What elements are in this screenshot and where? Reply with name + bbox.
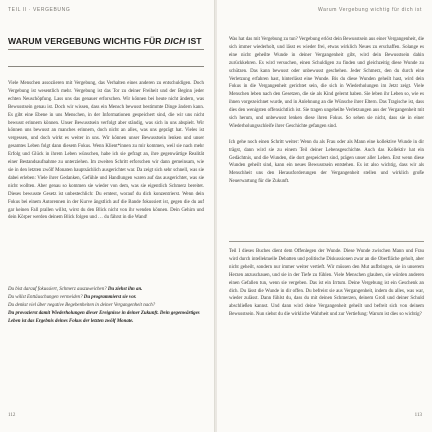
callout-line bbox=[8, 286, 204, 294]
title-rule-top bbox=[8, 49, 204, 50]
chapter-title-suffix: IST bbox=[185, 36, 202, 46]
paragraph: Was hat das mit Vergebung zu tun? Vergebung erlöst dein Bewusstsein aus einer Vergangenheit, die sich immer wiederholt, und lässt es wieder frei, etwas wirklich Neues zu erschaffen. Solange es eine nicht geheilte Wunde in deiner Vergangenheit gibt, wird dein Bewusstsein dahin zurückkehren. Es wird versuchen, einen Schuldigen zu finden und gleichzeitig diese Wunde zu schützen. Das kann bewusst oder unbewusst geschehen. Jeder Schmerz, den du durch eine Verletzung erfahren hast, hinterlässt eine Wunde. Bis du diese Wunden geheilt hast, wird dein Fokus in die Vergangenheit gerichtet sein, die sich in Wiederholungen im Jetzt zeigt. Viele Menschen leben nach den Gesetzen, die sie als Kind gelernt haben. Sie leben ihr Leben so, wie es ihnen vorgezeichnet wurde, und in Anlehnung an die Wünsche ihrer Eltern. Das Tragische ist, dass dies den wenigsten offensichtlich ist. Sie tragen ungeheilte Verletzungen aus der Vergangenheit mit sich herum, und unbewusst lenken diese ihren Fokus. So sehen sie nicht, dass sie in einer Wiederholungsschleife ihrer Geschichte gefangen sind. bbox=[229, 37, 424, 129]
page-number-left: 112 bbox=[8, 413, 16, 418]
right-body-text-top bbox=[229, 36, 424, 186]
title-rule-bottom bbox=[8, 66, 204, 67]
callout-line bbox=[8, 310, 204, 326]
paragraph: Teil I dieses Buches dient dem Offenlegen der Wunde. Diese Wunde zwischen Mann und Frau wird durch intellektuelle Debatten und politische Diskussionen zwar an die Oberfläche geholt, aber nicht geheilt, sondern nur immer weiter vertieft. Wir müssen den Mut aufbringen, sie in unserem Herzen anzuschauen, und sie in der Tiefe zu fühlen. Viele Menschen glauben, sie würden anderen einen Gefallen tun, wenn sie vergeben. Das ist ein Irrtum. Deine Vergebung ist ein Geschenk an dich. Du lässt die Wunde in dir offen. Du befreist sie aus Vergangenheit, indem du alles, was war, wieder zulässt. Dann fühlst du, dass du mit deinen Schmerzen, deinem Groll und deiner Schuld abschließen kannst. Und dann wird deine Vergangenheit geheilt und befreit sich von deinem Bewusstsein. Nun siehst du die wirkliche Wahrheit und zur Vertiefung: Warum ist dies so wichtig? bbox=[229, 249, 424, 318]
callout-answer: Du provozierst damit Wiederholungen dieser Ereignisse in deiner Zukunft. Dein gegenwärtiges Leben ist das Ergebnis deines Fokus der letzten zwölf Monate. bbox=[8, 310, 200, 324]
callout-line bbox=[8, 302, 204, 310]
right-body-text-bottom bbox=[229, 248, 424, 319]
callout-line bbox=[8, 294, 204, 302]
page-number-right: 113 bbox=[414, 413, 422, 418]
left-body-text bbox=[8, 80, 204, 222]
chapter-title-prefix: WARUM VERGEBUNG WICHTIG FÜR bbox=[8, 36, 165, 46]
right-page bbox=[217, 0, 432, 432]
left-page bbox=[0, 0, 215, 432]
callout-answer: Du ziehst ihn an. bbox=[107, 287, 143, 292]
callout-block bbox=[8, 286, 204, 326]
chapter-title-emphasis: DICH bbox=[164, 36, 186, 46]
paragraph: Viele Menschen assoziieren mit Vergebung, das Verhalten eines anderen zu entschuldigen. Doch Vergebung ist wesentlich mehr. Vergebung ist das Tor zu deiner Freiheit und der Beginn jeder echten Neuschöpfung. Lass uns das genauer erforschen. Wir können bei heute nicht ändern, was Bewusstsein genau ist. Doch wir wissen, dass ein Mensch bewusst bestimmte Dinge ändern kann. Es gibt eine Ebene in uns Menschen, in der Informationen gespeichert sind, die wir uns nicht bewusst erinnern können. Unser Bewusstsein verfolgt aber ständig, was sich in uns abspielt. Wir können uns bewusst an manches erinnern, doch nicht an alles, was uns geprägt hat. Vieles ist vergessen, und doch wirkt es weiter in uns. Wir können unser Bewusstsein lenken und unser gesamtes Leben folgt dann diesem Fokus. Wenn Klient*innen zu mir kommen, weil sie nach mehr Erfolg und Glück in ihrem Leben wünschen, habe ich sie gefragt an, ihre gegenwärtige Realität einer Bestandsaufnahme zu unterziehen. Im zweiten Schritt erforschen wir dann gemeinsam, wie sie in den letzten zwölf Monaten hauptsächlich ausgerichtet war. Da zeigt sich sehr schnell, was sie dabei erleben: Viele ihrer Gedanken, Gefühle und Handlungen waren auf das ausgerichtet, was sie nicht wollten. Aber genau so kommen sie wieder von dem, was sie eigentlich Schmerz bereitet. Dieses bewusste Gesetz ist unbestechlich: Du erntest, worauf du dich konzentrierst. Wenn dein Fokus bei einem Autorennen in der Kurve ängstlich auf die Bande fokussiert ist, gegen die du auf gar keinen Fall prallen willst, wirst du den Blick nicht von ihr wenden können. Dein Gehirn und dein Körper werden deinem Blick folgen und … du fährst in die Wand! bbox=[8, 81, 204, 221]
section-divider bbox=[229, 241, 424, 242]
paragraph: Ich gehe noch einen Schritt weiter: Wenn du als Frau oder als Mann eine kollektive Wunde in dir trägst, dann wird sie zu einem Teil deiner Lebensgeschichte. Auch das Kollektiv hat ein Gedächtnis, und die Wunden, die dort gespeichert sind, prägen unser aller Leben. Erst wenn diese Wunden geheilt sind, kann ein neues Bewusstsein entstehen. Es ist also wichtig, dass wir als Menschheit uns den Herausforderungen der Vergangenheit stellen und wirklich große Neuerwartung für die Zukunft. bbox=[229, 139, 424, 185]
chapter-title bbox=[8, 36, 208, 46]
callout-question: Du bist darauf fokussiert, Schmerz auszuweichen? bbox=[8, 287, 108, 292]
running-head-right: Warum Vergebung wichtig für dich ist bbox=[318, 7, 422, 13]
running-head-left: TEIL II · VERGEBUNG bbox=[8, 7, 71, 13]
callout-question: Du willst Enttäuschungen vermeiden? bbox=[8, 294, 84, 300]
callout-question: Du denkst viel über negative Begebenheiten in deiner Vergangenheit nach? bbox=[8, 302, 156, 308]
callout-answer: Du programmierst sie vor. bbox=[83, 294, 137, 300]
